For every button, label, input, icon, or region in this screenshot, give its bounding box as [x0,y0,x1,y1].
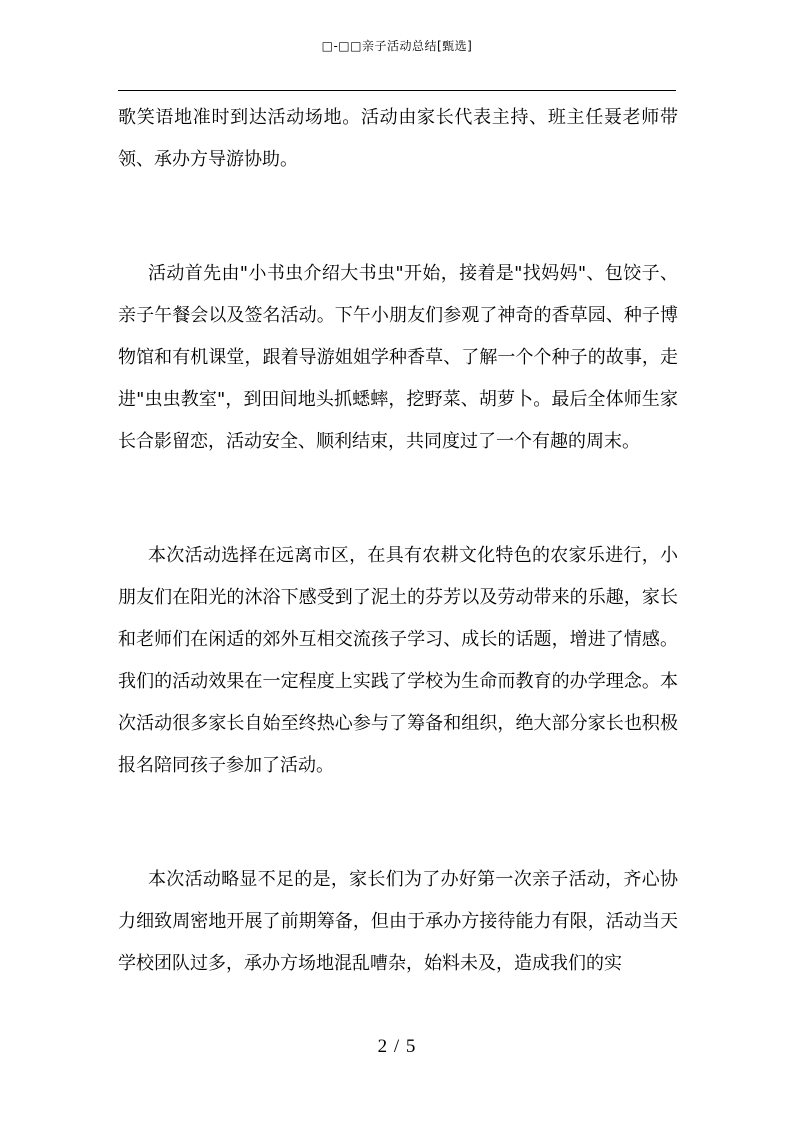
paragraph-spacer [118,787,678,859]
paragraph-shortcomings: 本次活动略显不足的是，家长们为了办好第一次亲子活动，齐心协力细致周密地开展了前期筹备，但由于承办方接待能力有限，活动当天学校团队过多，承办方场地混乱嘈杂，始料未及，造成我们的实 [118,869,678,974]
paragraph-activity-process: 活动首先由"小书虫介绍大书虫"开始，接着是"找妈妈"、包饺子、亲子午餐会以及签名活动。下午小朋友们参观了神奇的香草园、种子博物馆和有机课堂，跟着导游姐姐学种香草、了解一个个种子的故事，走进"虫虫教室"，到田间地头抓蟋蟀，挖野菜、胡萝卜。最后全体师生家长合影留恋，活动安全、顺利结束，共同度过了一个有趣的周末。 [118,263,678,452]
paragraph-activity-effect: 本次活动选择在远离市区，在具有农耕文化特色的农家乐进行，小朋友们在阳光的沐浴下感受到了泥土的芬芳以及劳动带来的乐趣，家长和老师们在闲适的郊外互相交流孩子学习、成长的话题，增进了情感。我们的活动效果在一定程度上实践了学校为生命而教育的办学理念。本次活动很多家长自始至终热心参与了筹备和组织，绝大部分家长也积极报名陪同孩子参加了活动。 [118,545,678,776]
paragraph-spacer [118,181,678,253]
paragraph-spacer [118,463,678,535]
header-divider [118,90,676,91]
document-body [118,97,678,985]
paragraph-continuation: 歌笑语地准时到达活动场地。活动由家长代表主持、班主任聂老师带领、承办方导游协助。 [118,107,678,170]
page-number: 2 / 5 [377,1036,417,1057]
document-header-title: □-□□亲子活动总结[甄选] [321,39,473,53]
